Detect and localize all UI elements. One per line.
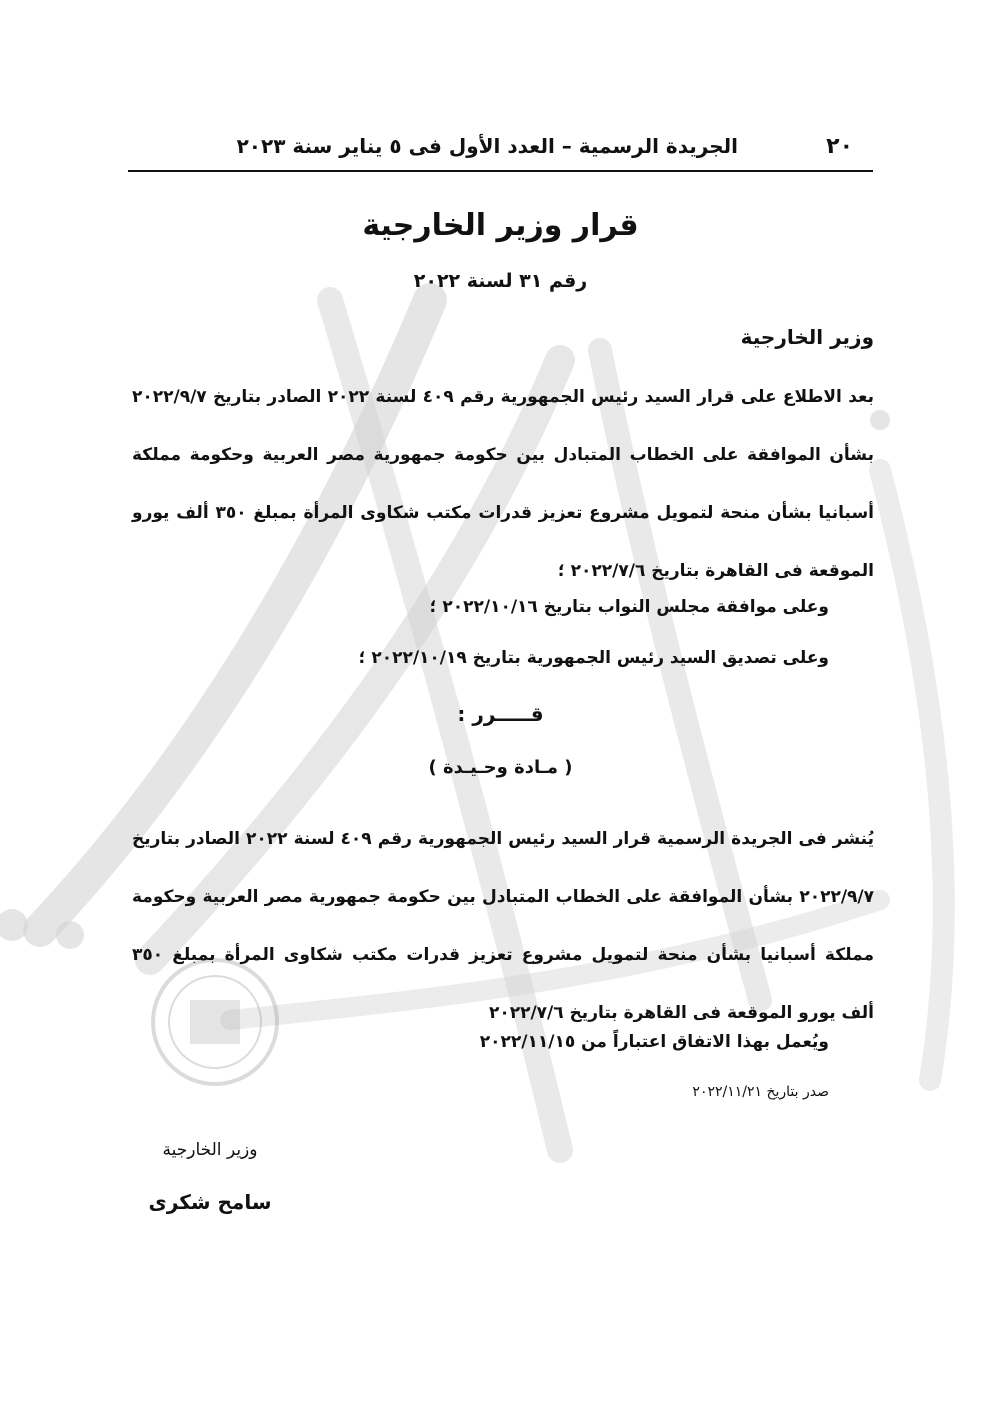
minister-role: وزير الخارجية	[162, 1140, 258, 1160]
decided-heading: قـــــرر :	[457, 702, 544, 726]
preamble-paragraph: بعد الاطلاع على قرار السيد رئيس الجمهورية رقم ٤٠٩ لسنة ٢٠٢٢ الصادر بتاريخ ٢٠٢٢/٩/٧ بشأن الموافقة على الخطاب المتبادل بين حكومة جمهورية مصر العربية وحكومة مملكة أسبانيا بشأن منحة لتمويل مشروع تعزيز قدرات مكتب شكاوى المرأة بمبلغ ٣٥٠ ألف يورو الموقعة فى القاهرة بتاريخ ٢٠٢٢/٧/٦ ؛	[132, 387, 874, 581]
parliament-approval-line: وعلى موافقة مجلس النواب بتاريخ ٢٠٢٢/١٠/١٦ ؛	[429, 597, 829, 617]
page-header	[128, 130, 873, 172]
issued-date-line: صدر بتاريخ ٢٠٢٢/١١/٢١	[692, 1084, 829, 1100]
article-paragraph: يُنشر فى الجريدة الرسمية قرار السيد رئيس الجمهورية رقم ٤٠٩ لسنة ٢٠٢٢ الصادر بتاريخ ٢٠٢٢/٩/٧ بشأن الموافقة على الخطاب المتبادل بين حكومة جمهورية مصر العربية وحكومة مملكة أسبانيا بشأن منحة لتمويل مشروع تعزيز قدرات مكتب شكاوى المرأة بمبلغ ٣٥٠ ألف يورو الموقعة فى القاهرة بتاريخ ٢٠٢٢/٧/٦	[132, 829, 874, 1023]
gazette-title: الجريدة الرسمية – العدد الأول فى ٥ يناير سنة ٢٠٢٣	[236, 134, 738, 158]
minister-name: سامح شكرى	[148, 1190, 272, 1214]
effective-date-line: ويُعمل بهذا الاتفاق اعتباراً من ٢٠٢٢/١١/١٥	[479, 1032, 829, 1052]
ministry-label: وزير الخارجية	[740, 325, 874, 349]
ratification-line: وعلى تصديق السيد رئيس الجمهورية بتاريخ ٢٠٢٢/١٠/١٩ ؛	[358, 648, 829, 668]
page-number: ٢٠	[826, 134, 853, 159]
single-article-heading: ( مـادة وحـيـدة )	[428, 757, 573, 778]
decree-title: قرار وزير الخارجية	[362, 208, 639, 243]
decree-number: رقم ٣١ لسنة ٢٠٢٢	[413, 270, 588, 292]
